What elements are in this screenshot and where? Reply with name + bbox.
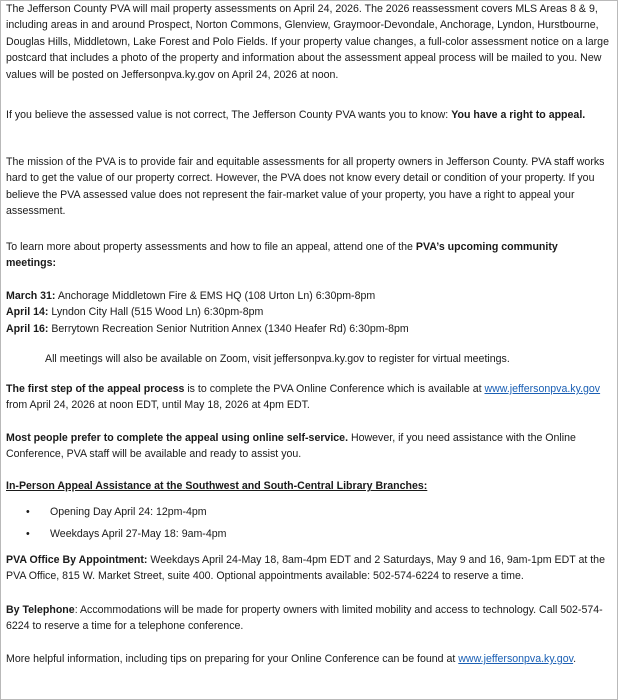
first-step-text: is to complete the PVA Online Conference which is available at <box>184 383 485 395</box>
office-paragraph <box>6 552 609 585</box>
first-step-paragraph <box>6 381 609 414</box>
meeting-detail: Lyndon City Hall (515 Wood Ln) 6:30pm-8pm <box>48 306 264 319</box>
meeting-item <box>6 288 609 304</box>
intro-paragraph <box>6 1 609 83</box>
zoom-note-text: All meetings will also be available on Zoom, visit jeffersonpva.ky.gov to register for virtual meetings. <box>45 353 510 365</box>
pva-website-link[interactable]: www.jeffersonpva.ky.gov <box>484 383 601 395</box>
more-info-paragraph <box>6 651 609 667</box>
self-service-bold: Most people prefer to complete the appeal using online self-service. <box>6 432 349 444</box>
meeting-date: April 14: <box>6 306 49 319</box>
meeting-date: April 16: <box>6 322 49 335</box>
meetings-list <box>6 288 609 337</box>
right-to-appeal-text: If you believe the assessed value is not correct, The Jefferson County PVA wants you to know: <box>6 109 452 121</box>
meeting-date: March 31: <box>6 290 56 302</box>
mission-paragraph <box>6 154 609 220</box>
right-to-appeal-paragraph <box>6 107 609 123</box>
right-to-appeal-bold: You have a right to appeal. <box>451 109 586 121</box>
pva-website-link[interactable]: www.jeffersonpva.ky.gov <box>458 653 574 665</box>
list-item <box>6 526 609 542</box>
office-text: Weekdays April 24-May 18, 8am-4pm EDT and 2 Saturdays, May 9 and 16, 9am-1pm EDT at the PVA Office, 815 W. Market Street, suite 400. Optional appointments available: 502-574-6224 to reserve a time. <box>6 554 605 583</box>
more-info-tail: . <box>573 653 577 665</box>
first-step-bold: The first step of the appeal process <box>6 383 185 395</box>
mission-text: The mission of the PVA is to provide fair and equitable assessments for all property owners in Jefferson County. PVA staff works hard to get the value of our property correct. However, the PVA does not know every detail or condition of your property. If you believe the PVA assessed value does not represent the fair-market value of your property, you have a right to appeal your assessment. <box>6 156 605 218</box>
telephone-bold: By Telephone <box>6 604 75 616</box>
meeting-detail: Anchorage Middletown Fire & EMS HQ (108 Urton Ln) 6:30pm-8pm <box>55 290 376 302</box>
library-hours-text: Opening Day April 24: 12pm-4pm <box>50 506 207 518</box>
more-info-text: More helpful information, including tips on preparing for your Online Conference can be found at <box>6 653 459 665</box>
meeting-item <box>6 321 609 337</box>
learn-more-text: To learn more about property assessments and how to file an appeal, attend one of the <box>6 241 416 253</box>
list-item <box>6 504 609 520</box>
self-service-paragraph <box>6 430 609 463</box>
learn-more-bold: PVA’s upcoming community meetings: <box>6 241 558 270</box>
office-bold: PVA Office By Appointment: <box>6 554 148 566</box>
telephone-text: : Accommodations will be made for property owners with limited mobility and access to technology. Call 502-574-6224 to reserve a time for a telephone conference. <box>6 604 603 633</box>
telephone-paragraph <box>6 602 609 635</box>
library-heading <box>6 478 609 494</box>
self-service-text: However, if you need assistance with the Online Conference, PVA staff will be available and ready to assist you. <box>6 432 576 461</box>
zoom-note <box>45 351 609 367</box>
library-heading-text: In-Person Appeal Assistance at the Southwest and South-Central Library Branches: <box>6 480 428 492</box>
meeting-item <box>6 304 609 320</box>
intro-text: The Jefferson County PVA will mail property assessments on April 24, 2026. The 2026 reassessment covers MLS Areas 8 & 9, including areas in and around Prospect, Norton Commons, Glenview, Graymoor-Devondale, Anchorage, Lyndon, Hurstbourne, Douglas Hills, Middletown, Lake Forest and Polo Fields. If your property value changes, a full-color assessment notice on a large postcard that includes a photo of the property and information about the assessment appeal process will be mailed to you. New values will be posted on Jeffersonpva.ky.gov on April 24, 2026 at noon. <box>6 3 609 81</box>
learn-more-paragraph <box>6 239 609 272</box>
library-hours-text: Weekdays April 27-May 18: 9am-4pm <box>50 528 227 541</box>
meeting-detail: Berrytown Recreation Senior Nutrition Annex (1340 Heafer Rd) 6:30pm-8pm <box>48 322 409 335</box>
first-step-tail: from April 24, 2026 at noon EDT, until May 18, 2026 at 4pm EDT. <box>6 399 310 412</box>
library-hours-list <box>6 504 609 543</box>
